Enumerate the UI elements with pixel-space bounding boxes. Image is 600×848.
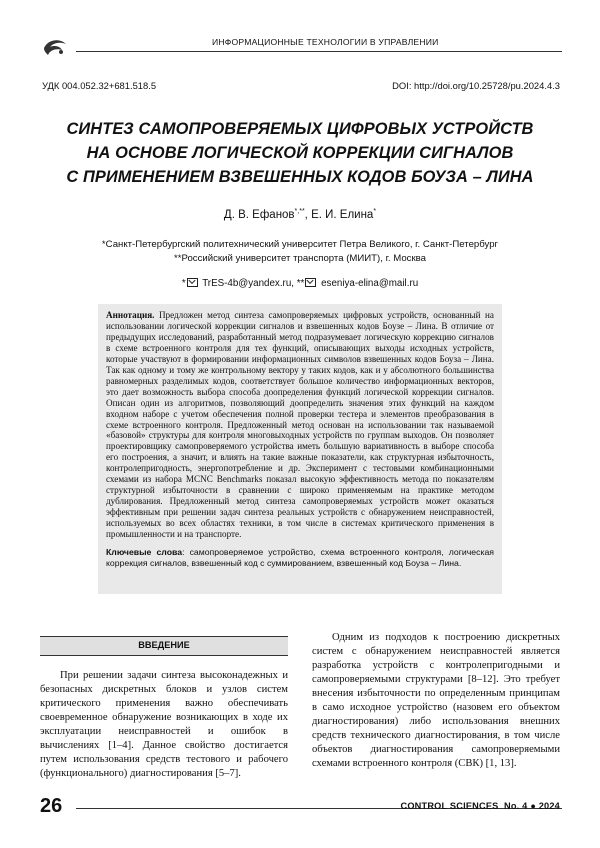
envelope-icon — [187, 278, 198, 287]
journal-section-title: ИНФОРМАЦИОННЫЕ ТЕХНОЛОГИИ В УПРАВЛЕНИИ — [212, 37, 439, 47]
abstract — [106, 310, 494, 540]
journal-logo-icon — [42, 36, 68, 58]
author-list — [40, 208, 560, 221]
issue-number: No. 4 — [504, 801, 528, 811]
author-emails — [40, 278, 560, 289]
keywords — [106, 547, 494, 568]
affiliations — [40, 238, 560, 266]
footer-journal — [401, 801, 561, 811]
journal-name: CONTROL SCIENCES — [400, 801, 499, 811]
abstract-label: Аннотация. — [106, 310, 155, 320]
title-line-2: НА ОСНОВЕ ЛОГИЧЕСКОЙ КОРРЕКЦИИ СИГНАЛОВ — [86, 144, 514, 162]
abstract-text: Предложен метод синтеза самопроверяемых цифровых устройств, основанный на использовании логической коррекции сигналов и взвешенных кодов Боузе – Лина. В отличие от предыдущих исследований, разработанный метод подразумевает логическую коррекцию сигналов в схеме встроенного контроля для тех функций, описывающих выходы исходных устройств, которые участвуют в формировании информационных символов взвешенных кодов Боуза – Лина. Так как одному и тому же контрольному вектору у таких кодов, как и у абсолютного большинства равномерных разделимых кодов, соответствует большое количество информационных векторов, это дает возможность выбора способа доопределения функций логической коррекции сигналов. Описан один из алгоритмов, позволяющий доопределить значения этих функций на каждом входном наборе с учетом обеспечения полной проверки тестера и элементов преобразования в схеме встроенного контроля. Предложенный метод основан на использовании так называемой «базовой» структуры для контроля многовыходных устройств по группам выходов. Он позволяет проектировщику самопроверяемого устройства иметь большую вариативность в выборе способа его построения, а значит, и влиять на такие важные показатели, как структурная избыточность, контролепригодность, энергопотребление и др. Эксперимент с тестовыми комбинационными схемами из набора MCNC Benchmarks показал высокую эффективность метода по показателям структурной избыточности в сравнении с широко применяемым на практике методом дублирования. Предложенный метод синтеза самопроверяемых устройств может оказаться эффективным при решении задач синтеза реальных устройств с обнаружением неисправностей, используемых во всех областях техники, в том числе в системах критического применения в промышленности и на транспорте. — [106, 310, 494, 540]
title-line-1: СИНТЕЗ САМОПРОВЕРЯЕМЫХ ЦИФРОВЫХ УСТРОЙСТВ — [66, 120, 534, 138]
keywords-text: : самопроверяемое устройство, схема встроенного контроля, логическая коррекция сигналов, взвешенный код с суммированием, взвешенный код Боуза – Лина. — [106, 547, 495, 568]
author-separator: , — [304, 208, 312, 221]
affiliation-2: **Российский университет транспорта (МИИТ), г. Москва — [174, 253, 426, 264]
author-name: Е. И. Елина — [311, 208, 374, 221]
bullet-icon: ● — [530, 801, 536, 811]
author-name: Д. В. Ефанов — [223, 208, 295, 221]
header-rule — [76, 51, 562, 52]
email-link[interactable]: TrES-4b@yandex.ru — [202, 278, 292, 289]
article-title — [40, 117, 560, 189]
affiliation-1: *Санкт-Петербургский политехнический университет Петра Великого, г. Санкт-Петербург — [101, 239, 499, 250]
email-prefix: * — [181, 278, 186, 289]
email-link[interactable]: eseniya-elina@mail.ru — [321, 278, 419, 289]
doi-link[interactable]: DOI: http://doi.org/10.25728/pu.2024.4.3 — [392, 80, 560, 91]
intro-right-paragraph: Одним из подходов к построению дискретных систем с обнаружением неисправностей является разработка устройств с контролепригодными и самопроверяемыми структурами [8–12]. Это требует внесения избыточности по определенным принципам в само исходное устройство (назовем его объектом диагностирования) либо использования внешних средств технического диагностирования, в том числе объектов диагностирования самопроверяемыми схемами встроенного контроля (СВК) [1, 13]. — [312, 632, 560, 770]
email-separator: , ** — [291, 278, 305, 289]
abstract-box — [98, 304, 502, 594]
author-mark: * — [373, 208, 377, 215]
envelope-icon — [305, 278, 316, 287]
page-number: 26 — [40, 795, 63, 817]
intro-left-paragraph: При решении задачи синтеза высоконадежных и безопасных дискретных блоков и узлов систем критического применения важно обеспечивать своевременное обнаружение возникающих в ходе их эксплуатации неисправностей и ошибок в вычислениях [1–4]. Данное свойство достигается путем использования средств тестового и рабочего (функционального) диагностирования [5–7]. — [40, 670, 288, 780]
title-line-3: С ПРИМЕНЕНИЕМ ВЗВЕШЕННЫХ КОДОВ БОУЗА – ЛИНА — [66, 168, 534, 186]
author-mark: *,** — [294, 208, 305, 215]
section-heading-introduction: ВВЕДЕНИЕ — [40, 636, 288, 656]
year: 2024 — [538, 801, 560, 811]
udk-code: УДК 004.052.32+681.518.5 — [42, 80, 157, 91]
keywords-label: Ключевые слова — [106, 547, 183, 558]
